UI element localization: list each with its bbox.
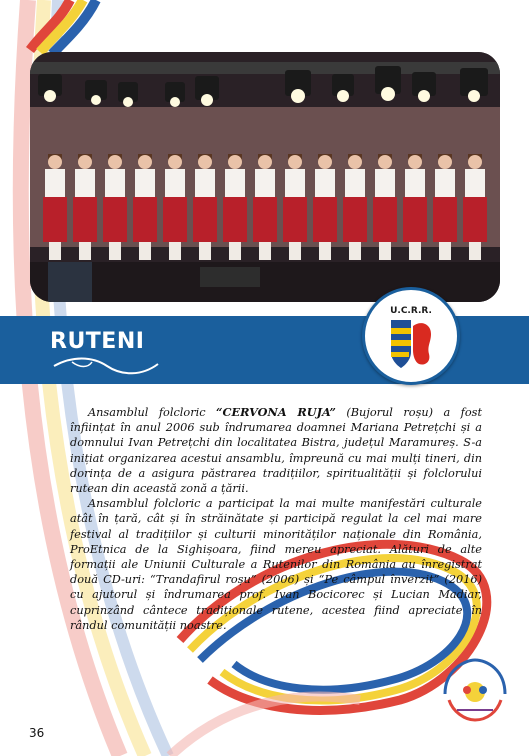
festival-logo-icon xyxy=(435,650,515,730)
choir-stage-image xyxy=(30,52,500,302)
performance-photo xyxy=(30,52,500,302)
ucrr-logo xyxy=(362,287,460,385)
shield-bear-icon xyxy=(391,320,433,372)
logo-label: U.C.R.R. xyxy=(390,306,432,316)
paragraph-2: Ansamblul folcloric a participat la mai multe manifestări culturale atât în țară, cât și în străinătate și participă regulat la cel mai mare festival al tradițiilor și culturii minorităților naționale din România, ProEtnica de la Sighișoara, fiind mereu apreciat. Alături de alte formații ale Uniunii Culturale a Rutenilor din România au înregistrat două CD-uri: “Trandafirul roșu” (2006) și “Pe câmpul înverzit” (2016) cu ajutorul și îndrumarea prof. Ivan Bocicorec și Lucian Madiar, cuprinzând cântece tradiționale rutene, acestea fiind apreciate în rândul comunității noastre. xyxy=(70,497,482,632)
article-body xyxy=(70,405,482,633)
ensemble-name: “CERVONA RUJA” xyxy=(216,405,336,419)
paragraph-1-rest: (Bujorul roșu) a fost înființat în anul 2006 sub îndrumarea doamnei Mariana Petrețchi și a domnului Ivan Petrețchi din localitatea Bistra, județul Maramureș. S-a inițiat organizarea acestui ansamblu, împreună cu mai mulți tineri, din dorința de a asigura păstrarea tradițiilor, spiritualității și folclorului rutean din această zonă a țării. xyxy=(70,406,482,496)
section-title: RUTENI xyxy=(50,329,145,354)
paragraph-1 xyxy=(70,405,482,496)
paragraph-1-lead: Ansamblul folcloric xyxy=(88,406,216,419)
page-number: 36 xyxy=(29,726,45,740)
ornament-swirl-icon xyxy=(52,356,162,378)
